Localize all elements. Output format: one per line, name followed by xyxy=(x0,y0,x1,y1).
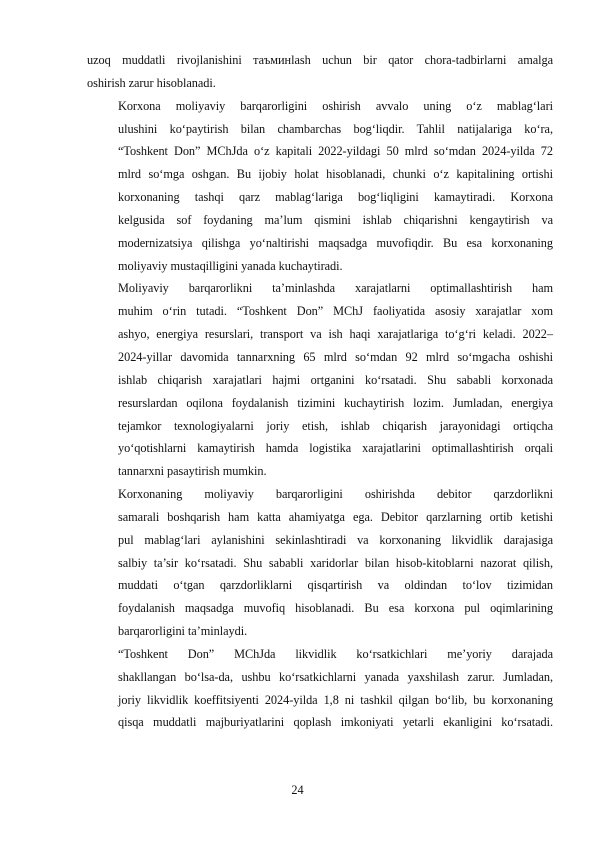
text-line: ishlab chiqarish xarajatlari hajmi ortganini ko‘rsatadi. Shu sababli korxonada xyxy=(118,372,553,387)
text-line: Korxona moliyaviy barqarorligini oshirish avvalo uning o‘z mablag‘lari xyxy=(118,98,553,113)
text-line: muddati o‘tgan qarzdorliklarni qisqartirish va oldindan to‘lov tizimidan xyxy=(118,578,553,593)
text-line: korxonaning tashqi qarz mablag‘lariga bog‘liqligini kamaytiradi. Korxona xyxy=(118,190,553,205)
text-line: foydalanish maqsadga muvofiq hisoblanadi. Bu esa korxona pul oqimlarining xyxy=(118,601,553,616)
body-text xyxy=(87,49,553,734)
text-line: Korxonaning moliyaviy barqarorligini oshirishda debitor qarzdorlikni xyxy=(118,487,553,502)
text-line: “Toshkent Don” MChJda likvidlik ko‘rsatkichlari me’yoriy darajada xyxy=(118,646,553,661)
text-line: ulushini ko‘paytirish bilan chambarchas bog‘liqdir. Tahlil natijalariga ko‘ra, xyxy=(118,121,553,136)
paragraph-5 xyxy=(87,643,553,734)
paragraph-2 xyxy=(87,95,553,278)
text-line: muhim o‘rin tutadi. “Toshkent Don” MChJ faoliyatida asosiy xarajatlar xom xyxy=(118,304,553,319)
text-line: Moliyaviy barqarorlikni ta’minlashda xarajatlarni optimallashtirish ham xyxy=(118,281,553,296)
text-line: moliyaviy mustaqilligini yanada kuchaytiradi. xyxy=(118,258,343,273)
text-line: shakllangan bo‘lsa-da, ushbu ko‘rsatkichlarni yanada yaxshilash zarur. Jumladan, xyxy=(118,669,553,684)
page-number: 24 xyxy=(291,783,304,797)
text-line: resurslardan oqilona foydalanish tizimini kuchaytirish lozim. Jumladan, energiya xyxy=(118,395,553,410)
text-line: yo‘qotishlarni kamaytirish hamda logistika xarajatlarini optimallashtirish orqali xyxy=(118,441,553,456)
text-line: joriy likvidlik koeffitsiyenti 2024-yilda 1,8 ni tashkil qilgan bo‘lib, bu korxonaning xyxy=(118,692,553,707)
text-line: salbiy ta’sir ko‘rsatadi. Shu sababli xaridorlar bilan hisob-kitoblarni nazorat qilish, xyxy=(118,555,553,570)
paragraph-4 xyxy=(87,483,553,643)
text-line: modernizatsiya qilishga yo‘naltirishi maqsadga muvofiqdir. Bu esa korxonaning xyxy=(118,235,553,250)
text-line: pul mablag‘lari aylanishini sekinlashtiradi va korxonaning likvidlik darajasiga xyxy=(118,532,553,547)
text-line: kelgusida sof foydaning ma’lum qismini ishlab chiqarishni kengaytirish va xyxy=(118,212,553,227)
text-line: 2024-yillar davomida tannarxning 65 mlrd so‘mdan 92 mlrd so‘mgacha oshishi xyxy=(118,349,553,364)
text-line: qisqa muddatli majburiyatlarini qoplash imkoniyati yetarli ekanligini ko‘rsatadi. xyxy=(118,715,553,730)
text-line: oshirish zarur hisoblanadi. xyxy=(87,75,216,90)
text-line: tejamkor texnologiyalarni joriy etish, ishlab chiqarish jarayonidagi ortiqcha xyxy=(118,418,553,433)
text-line: uzoq muddatli rivojlanishini таъминlash uchun bir qator chora-tadbirlarni amalga xyxy=(87,53,553,67)
paragraph-1 xyxy=(87,49,553,95)
text-line: “Toshkent Don” MChJda o‘z kapitali 2022-yildagi 50 mlrd so‘mdan 2024-yilda 72 xyxy=(118,144,553,159)
text-line: mlrd so‘mga oshgan. Bu ijobiy holat hisoblanadi, chunki o‘z kapitalining ortishi xyxy=(118,167,553,182)
paragraph-3 xyxy=(87,277,553,483)
text-line: ashyo, energiya resurslari, transport va ish haqi xarajatlariga to‘g‘ri keladi. 2022– xyxy=(118,327,553,342)
text-line: barqarorligini ta’minlaydi. xyxy=(118,624,248,639)
text-line: samarali boshqarish ham katta ahamiyatga ega. Debitor qarzlarning ortib ketishi xyxy=(118,509,553,524)
text-line: tannarxni pasaytirish mumkin. xyxy=(118,464,267,479)
